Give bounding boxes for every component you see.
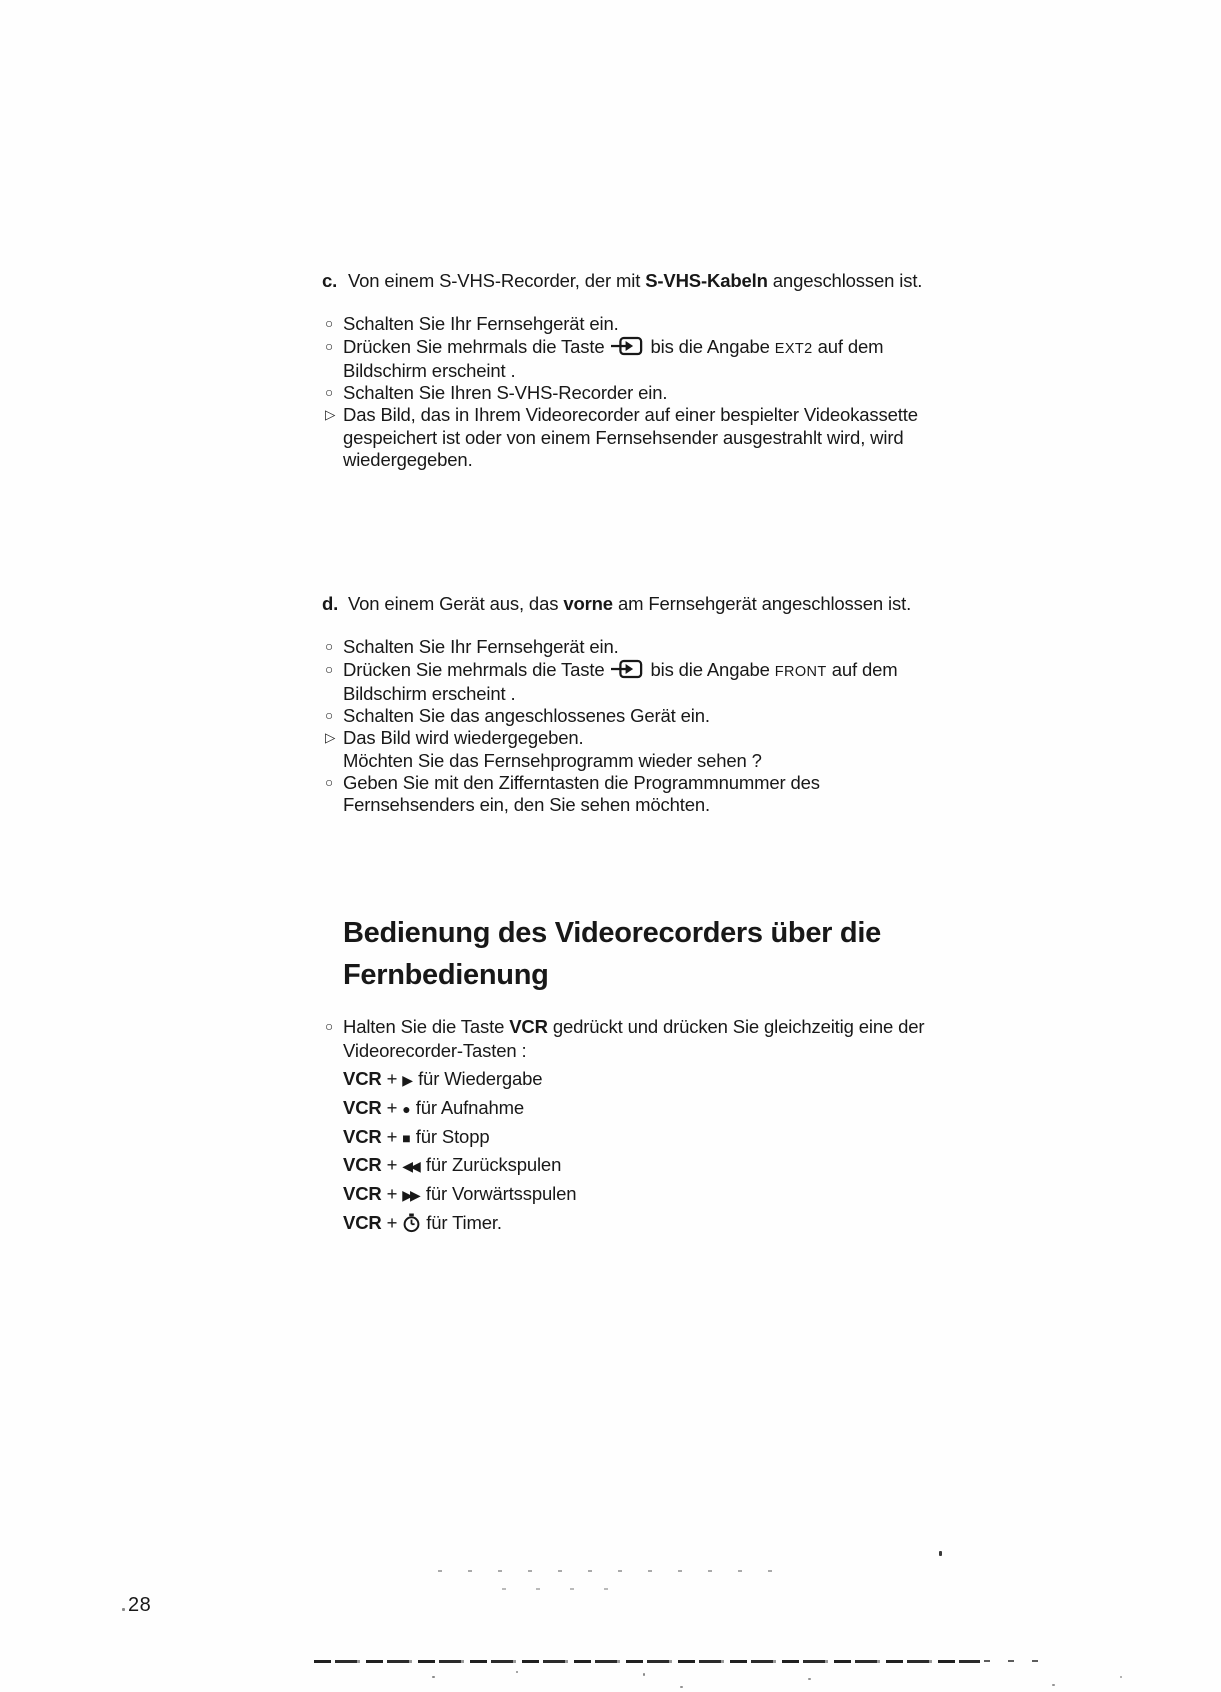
combo-label: für Timer. [426, 1212, 502, 1234]
plus-sign: + [386, 1068, 398, 1090]
page-title-line1: Bedienung des Videorecorders über die [343, 917, 881, 949]
osd-label: FRONT [774, 663, 827, 680]
section-d-title [322, 593, 911, 615]
section-c-title [322, 270, 922, 292]
list-item [322, 1015, 924, 1063]
scan-speck [643, 1673, 645, 1676]
page-title-line2: Fernbedienung [343, 959, 549, 991]
list-item [322, 636, 911, 658]
list-item [322, 404, 922, 471]
scan-artifact-broken-line [984, 1660, 1044, 1662]
circle-bullet: ○ [325, 661, 334, 677]
section-c [322, 270, 922, 471]
circle-bullet: ○ [325, 1019, 334, 1034]
circle-bullet: ○ [325, 639, 334, 655]
section-c-list [322, 313, 922, 471]
list-item-text: Schalten Sie das angeschlossenes Gerät ein. [343, 705, 710, 727]
list-item-text: Das Bild, das in Ihrem Videorecorder auf einer bespielter Videokassette [343, 404, 918, 426]
section-d-label: d. [322, 593, 339, 614]
vcr-key-label: VCR [343, 1183, 382, 1205]
scan-speck [1120, 1676, 1122, 1678]
scan-speck [680, 1686, 683, 1688]
ext-select-button-icon [611, 659, 643, 680]
list-item-text: Schalten Sie Ihr Fernsehgerät ein. [343, 636, 619, 658]
vcr-key-label: VCR [343, 1096, 382, 1118]
osd-label: EXT2 [774, 340, 813, 357]
section-c-title-post: angeschlossen ist. [772, 270, 923, 291]
page-number: 28 [128, 1594, 152, 1616]
combo-label: für Wiedergabe [418, 1068, 543, 1090]
plus-sign: + [386, 1183, 398, 1205]
vcr-combo-row [343, 1212, 924, 1234]
section-d-title-bold: vorne [563, 593, 613, 614]
list-item-text: Das Bild wird wiedergegeben. [343, 727, 584, 749]
scan-speck [432, 1676, 435, 1678]
section-d-title-pre: Von einem Gerät aus, das [348, 593, 559, 614]
list-item-text: Halten Sie die Taste VCR gedrückt und drücken Sie gleichzeitig eine der [343, 1016, 925, 1037]
vcr-combo-row [343, 1183, 924, 1206]
list-item-text: Fernsehsenders ein, den Sie sehen möchten. [343, 794, 711, 816]
fast-forward-icon: ▶▶ [402, 1187, 418, 1204]
combo-label: für Vorwärtsspulen [425, 1183, 577, 1205]
scan-artifact-dotted-line [438, 1570, 790, 1572]
vcr-section [322, 1015, 924, 1234]
vcr-combo-row [343, 1068, 924, 1091]
plus-sign: + [386, 1154, 398, 1176]
plus-sign: + [386, 1125, 398, 1147]
section-d-list [322, 636, 911, 816]
stop-icon: ■ [402, 1129, 411, 1146]
list-item-text: Bildschirm erscheint . [343, 682, 516, 704]
scan-speck [939, 1551, 942, 1556]
scan-speck [516, 1671, 518, 1673]
circle-bullet: ○ [325, 385, 334, 401]
page-title [343, 912, 881, 996]
list-item [322, 382, 922, 404]
list-item [322, 313, 922, 335]
timer-icon [403, 1213, 420, 1233]
vcr-key-label: VCR [343, 1068, 382, 1090]
vcr-key-label: VCR [343, 1212, 382, 1234]
section-c-title-bold: S-VHS-Kabeln [645, 270, 768, 291]
ext-select-button-icon [611, 336, 643, 357]
combo-label: für Zurückspulen [425, 1154, 562, 1176]
list-item [322, 336, 922, 383]
list-item [322, 772, 911, 817]
scan-artifact-dotted-line [502, 1588, 628, 1590]
triangle-bullet: ▷ [325, 407, 336, 423]
combo-label: für Stopp [415, 1125, 490, 1147]
scan-artifact-broken-line [314, 1660, 980, 1663]
section-c-label: c. [322, 270, 338, 291]
play-icon: ▶ [402, 1072, 414, 1089]
section-d-title-post: am Fernsehgerät angeschlossen ist. [617, 593, 912, 614]
vcr-combo-row [343, 1097, 924, 1120]
list-item-text: Videorecorder-Tasten : [343, 1039, 527, 1061]
vcr-key-label: VCR [343, 1154, 382, 1176]
combo-label: für Aufnahme [415, 1096, 524, 1118]
plus-sign: + [386, 1096, 398, 1118]
plus-sign: + [386, 1212, 398, 1234]
list-item [322, 705, 911, 727]
vcr-key-label: VCR [343, 1125, 382, 1147]
triangle-bullet: ▷ [325, 730, 336, 746]
scan-speck [1052, 1684, 1055, 1686]
vcr-key-label: VCR [509, 1016, 548, 1037]
list-item-text: wiedergegeben. [343, 449, 473, 471]
rewind-icon: ◀◀ [402, 1158, 418, 1175]
list-item-text: Geben Sie mit den Zifferntasten die Programmnummer des [343, 772, 820, 794]
list-item-text: Schalten Sie Ihr Fernsehgerät ein. [343, 313, 619, 335]
circle-bullet: ○ [325, 316, 334, 332]
scan-speck [808, 1678, 811, 1680]
list-item-text: gespeichert ist oder von einem Fernsehsender ausgestrahlt wird, wird [343, 426, 904, 448]
circle-bullet: ○ [325, 708, 334, 724]
scan-speck [122, 1608, 125, 1611]
circle-bullet: ○ [325, 775, 334, 791]
list-item-text: Drücken Sie mehrmals die Taste bis die Angabe EXT2 auf dem [343, 335, 884, 357]
section-d [322, 593, 911, 817]
vcr-combo-row [343, 1126, 924, 1149]
vcr-combo-row [343, 1154, 924, 1177]
circle-bullet: ○ [325, 338, 334, 354]
list-item-text: Bildschirm erscheint . [343, 359, 516, 381]
list-item-text: Drücken Sie mehrmals die Taste bis die Angabe FRONT auf dem [343, 658, 898, 680]
list-item [322, 727, 911, 772]
list-item-text: Schalten Sie Ihren S-VHS-Recorder ein. [343, 382, 668, 404]
record-icon: ● [402, 1100, 411, 1117]
list-item-text: Möchten Sie das Fernsehprogramm wieder sehen ? [343, 749, 762, 771]
section-c-title-pre: Von einem S-VHS-Recorder, der mit [348, 270, 641, 291]
list-item [322, 659, 911, 706]
